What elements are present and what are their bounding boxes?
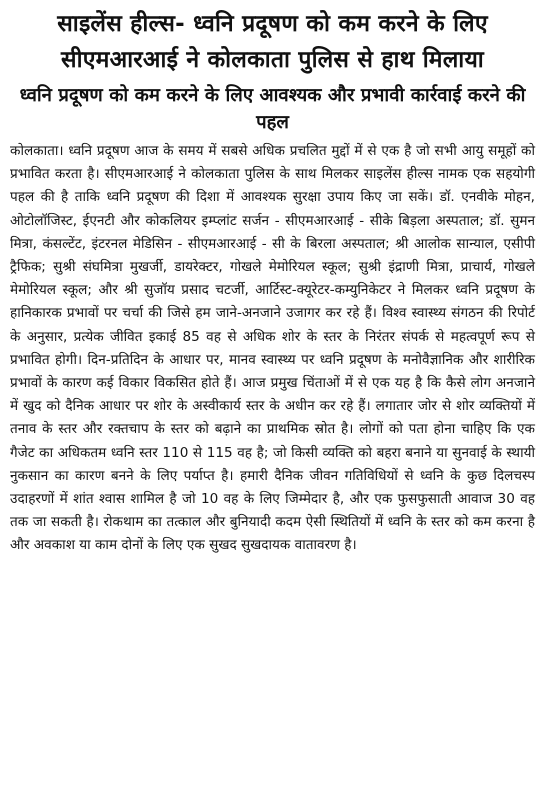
article-subheadline: ध्वनि प्रदूषण को कम करने के लिए आवश्यक और प्रभावी कार्रवाई करने की पहल [19,85,526,133]
article-headline: साइलेंस हील्स- ध्वनि प्रदूषण को कम करने के लिए सीएमआरआई ने कोलकाता पुलिस से हाथ मिलाया [57,11,488,73]
article-body: कोलकाता। ध्वनि प्रदूषण आज के समय में सबसे अधिक प्रचलित मुद्दों में से एक है जो सभी आयु समूहों को प्रभावित करता है। सीएमआरआई ने कोलकाता पुलिस के साथ मिलकर साइलेंस हील्स नामक एक सहयोगी पहल की है ताकि ध्वनि प्रदूषण की दिशा में आवश्यक सुरक्षा उपाय किए जा सकें। डॉ. एनवीके मोहन, ओटोलॉजिस्ट, ईएनटी और कोकलियर इम्प्लांट सर्जन - सीएमआरआई - सीके बिड़ला अस्पताल; डॉ. सुमन मित्रा, कंसल्टेंट, इंटरनल मेडिसिन - सीएमआरआई - सी के बिरला अस्पताल; श्री आलोक सान्याल, एसीपी ट्रैफिक; सुश्री संघमित्रा मुखर्जी, डायरेक्टर, गोखले मेमोरियल स्कूल; सुश्री इंद्राणी मित्रा, प्राचार्य, गोखले मेमोरियल स्कूल; और श्री सुजॉय प्रसाद चटर्जी, आर्टिस्ट-क्यूरेटर-कम्युनिकेटर ने मिलकर ध्वनि प्रदूषण के हानिकारक प्रभावों पर चर्चा की जिसे हम जाने-अनजाने उजागर कर रहे हैं। विश्व स्वास्थ्य संगठन की रिपोर्ट के अनुसार, प्रत्येक जीवित इकाई 85 वह से अधिक शोर के स्तर के निरंतर संपर्क से महत्वपूर्ण रूप से प्रभावित होगी। दिन-प्रतिदिन के आधार पर, मानव स्वास्थ्य पर ध्वनि प्रदूषण के मनोवैज्ञानिक और शारीरिक प्रभावों के कारण कई विकार विकसित होते हैं। आज प्रमुख चिंताओं में से एक यह है कि कैसे लोग अनजाने में खुद को दैनिक आधार पर शोर के अस्वीकार्य स्तर के अधीन कर रहे हैं। लगातार जोर से शोर व्यक्तियों में तनाव के स्तर और रक्तचाप के स्तर को बढ़ाने का प्राथमिक स्रोत है। लोगों को पता होना चाहिए कि एक गैजेट का अधिकतम ध्वनि स्तर 110 से 115 वह है; जो किसी व्यक्ति को बहरा बनाने या सुनवाई के स्थायी नुकसान का कारण बनने के लिए पर्याप्त है। हमारी दैनिक जीवन गतिविधियों से ध्वनि के कुछ दिलचस्प उदाहरणों में शांत श्वास शामिल है जो 10 वह के लिए जिम्मेदार है, और एक फुसफुसाती आवाज 30 वह तक जा सकती है। रोकथाम का तत्काल और बुनियादी कदम ऐसी स्थितियों में ध्वनि के स्तर को कम करना है और अवकाश या काम दोनों के लिए एक सुखद सुखदायक वातावरण है। [10,143,535,554]
